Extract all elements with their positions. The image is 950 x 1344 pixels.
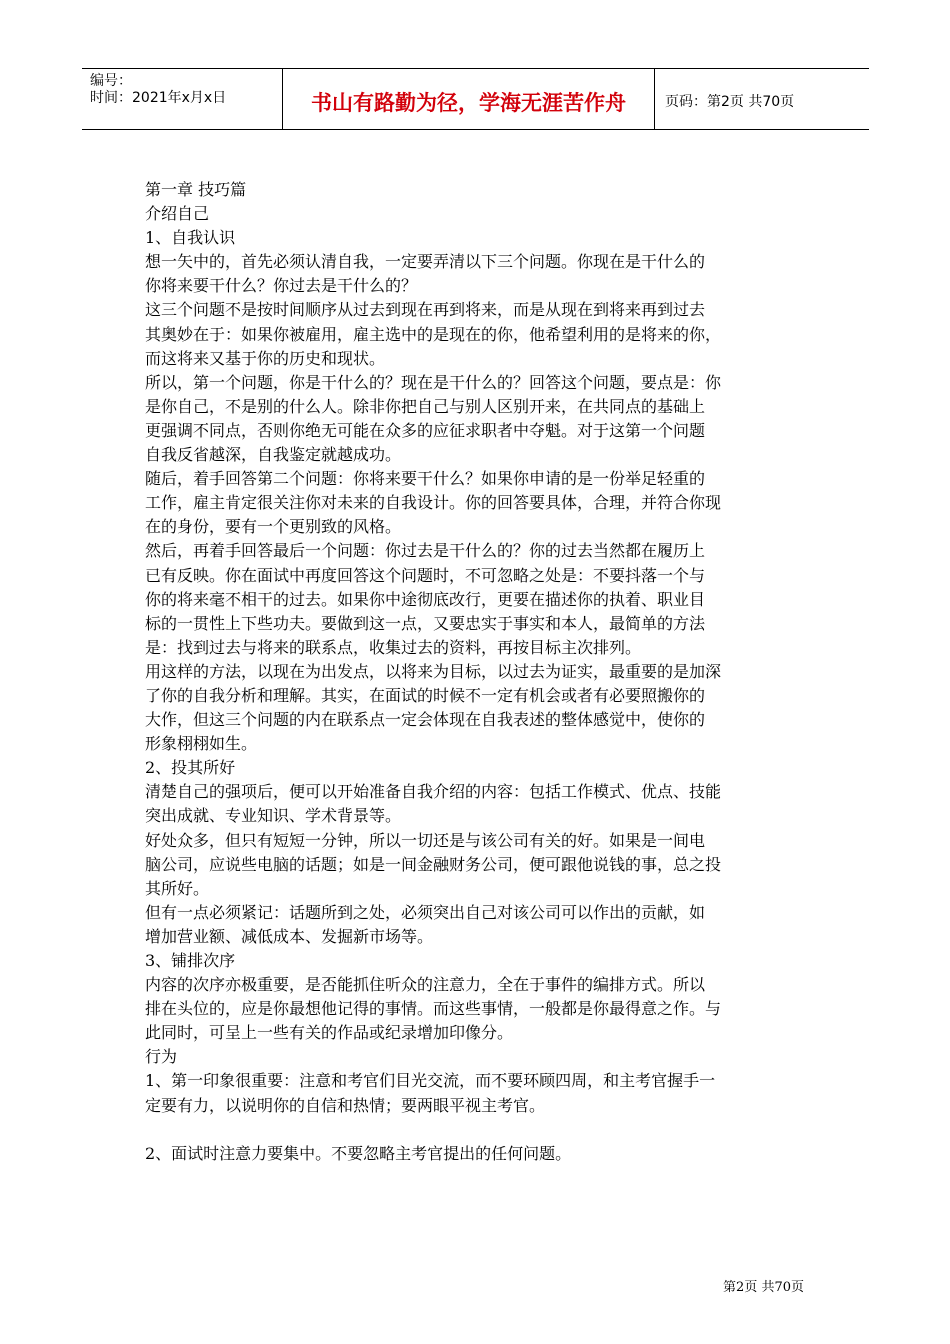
body-line: 而这将来又基于你的历史和现状。 [145, 348, 386, 368]
header-motto-cell [282, 69, 655, 129]
body-line: 好处众多，但只有短短一分钟，所以一切还是与该公司有关的好。如果是一间电 [145, 830, 706, 850]
section-heading: 行为 [145, 1047, 178, 1067]
body-line: 形象栩栩如生。 [145, 734, 258, 754]
body-line: 在的身份，要有一个更别致的风格。 [145, 517, 402, 537]
chapter-title: 第一章 技巧篇 [145, 180, 247, 199]
body-line: 定要有力，以说明你的自信和热情；要两眼平视主考官。 [145, 1095, 546, 1115]
body-line: 其奥妙在于：如果你被雇用，雇主选中的是现在的你，他希望利用的是将来的你， [145, 324, 722, 344]
body-line: 标的一贯性上下些功夫。要做到这一点，又要忠实于事实和本人，最简单的方法 [145, 613, 706, 633]
header-meta [82, 69, 282, 129]
body-line: 了你的自我分析和理解。其实，在面试的时候不一定有机会或者有必要照搬你的 [145, 685, 706, 705]
header-motto: 书山有路勤为径，学海无涯苦作舟 [311, 91, 626, 115]
body-line: 脑公司，应说些电脑的话题；如是一间金融财务公司，便可跟他说钱的事，总之投 [145, 854, 722, 874]
body-line: 增加营业额、减低成本、发掘新市场等。 [145, 926, 434, 946]
body-line: 突出成就、专业知识、学术背景等。 [145, 806, 402, 826]
header-page-cell [655, 69, 869, 129]
body-line: 是：找到过去与将来的联系点，收集过去的资料，再按目标主次排列。 [145, 637, 642, 657]
body-line: 大作，但这三个问题的内在联系点一定会体现在自我表述的整体感觉中，使你的 [145, 710, 706, 730]
body-line: 你将来要干什么？你过去是干什么的？ [145, 276, 418, 296]
body-line: 然后，再着手回答最后一个问题：你过去是干什么的？你的过去当然都在履历上 [145, 541, 706, 561]
document-body [145, 178, 810, 1166]
body-line: 工作，雇主肯定很关注你对未来的自我设计。你的回答要具体，合理，并符合你现 [145, 493, 722, 513]
body-line: 清楚自己的强项后，便可以开始准备自我介绍的内容：包括工作模式、优点、技能 [145, 782, 722, 802]
body-line: 用这样的方法，以现在为出发点，以将来为目标，以过去为证实，最重要的是加深 [145, 661, 722, 681]
header-page-number: 页码：第2页 共70页 [665, 94, 795, 110]
body-line: 所以，第一个问题，你是干什么的？现在是干什么的？回答这个问题，要点是：你 [145, 372, 722, 392]
subsection-heading: 1、自我认识 [145, 228, 236, 248]
body-line: 自我反省越深，自我鉴定就越成功。 [145, 445, 402, 465]
body-line: 是你自己，不是别的什么人。除非你把自己与别人区别开来，在共同点的基础上 [145, 396, 706, 416]
page-header [82, 68, 869, 130]
body-line: 此同时，可呈上一些有关的作品或纪录增加印像分。 [145, 1023, 514, 1043]
body-line: 想一矢中的，首先必须认清自我，一定要弄清以下三个问题。你现在是干什么的 [145, 252, 706, 272]
body-line: 这三个问题不是按时间顺序从过去到现在再到将来，而是从现在到将来再到过去 [145, 300, 706, 320]
document-number-label: 编号： [90, 73, 132, 89]
body-line: 但有一点必须紧记：话题所到之处，必须突出自己对该公司可以作出的贡献，如 [145, 902, 706, 922]
body-line: 你的将来毫不相干的过去。如果你中途彻底改行，更要在描述你的执着、职业目 [145, 589, 706, 609]
body-line: 其所好。 [145, 878, 210, 898]
body-line: 已有反映。你在面试中再度回答这个问题时，不可忽略之处是：不要抖落一个与 [145, 565, 706, 585]
document-time-label: 时间：2021年x月x日 [90, 90, 227, 106]
subsection-heading: 2、投其所好 [145, 758, 236, 778]
body-line: 更强调不同点，否则你绝无可能在众多的应征求职者中夺魁。对于这第一个问题 [145, 420, 706, 440]
subsection-heading: 3、铺排次序 [145, 951, 236, 970]
footer-page-number: 第2页 共70页 [723, 1280, 804, 1295]
body-line: 2、面试时注意力要集中。不要忽略主考官提出的任何问题。 [145, 1143, 572, 1163]
body-line: 内容的次序亦极重要，是否能抓住听众的注意力，全在于事件的编排方式。所以 [145, 975, 706, 995]
body-line: 随后，着手回答第二个问题：你将来要干什么？如果你申请的是一份举足轻重的 [145, 469, 706, 489]
section-heading: 介绍自己 [145, 204, 210, 224]
body-line: 排在头位的，应是你最想他记得的事情。而这些事情，一般都是你最得意之作。与 [145, 999, 722, 1019]
body-line: 1、第一印象很重要：注意和考官们目光交流，而不要环顾四周，和主考官握手一 [145, 1071, 716, 1091]
